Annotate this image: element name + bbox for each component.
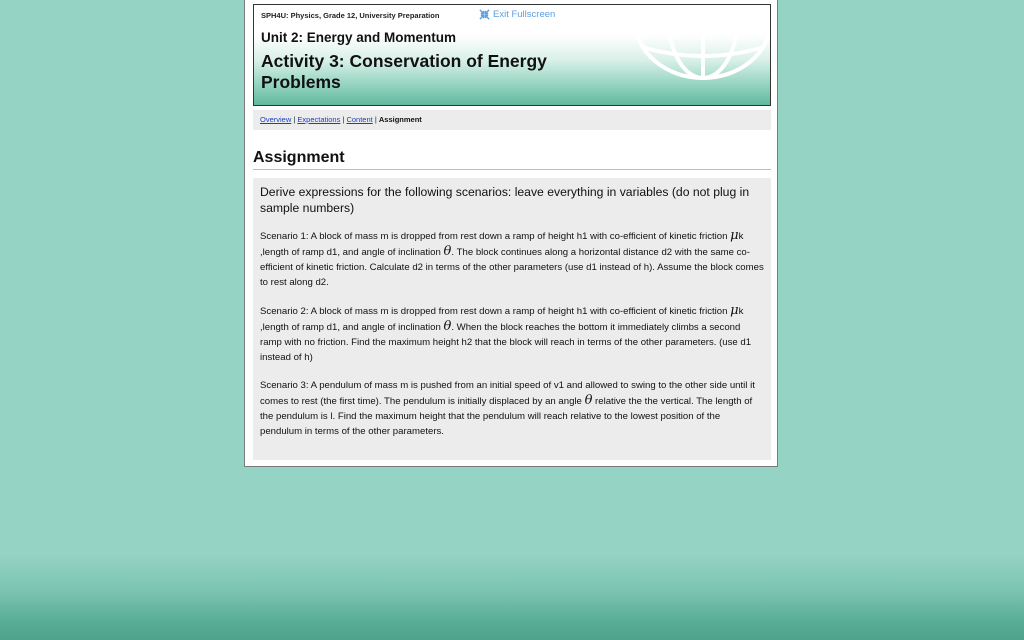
scenario-2 — [260, 303, 764, 365]
scenario-1-text-c: . The block continues along a horizontal distance d2 with the same co-efficient of kinetic friction. Calculate d2 in terms of the other parameters (use d1 instead of h). Assume the block comes to rest along d2. — [260, 247, 764, 288]
nav-link-overview[interactable]: Overview — [260, 115, 292, 124]
section-heading: Assignment — [253, 149, 771, 170]
mu-symbol: μ — [730, 303, 739, 318]
course-banner — [253, 4, 771, 106]
activity-title: Activity 3: Conservation of Energy Problems — [261, 51, 547, 92]
scenario-2-text-b: k ,length of ramp d1, and angle of inclination — [260, 306, 744, 333]
exit-fullscreen-button[interactable] — [479, 9, 555, 20]
scenario-1 — [260, 228, 764, 290]
assignment-box — [253, 178, 771, 460]
exit-fullscreen-label: Exit Fullscreen — [493, 9, 556, 20]
nav-separator: | — [372, 115, 379, 124]
theta-symbol: θ — [584, 393, 593, 408]
content-page — [244, 0, 778, 467]
scenario-3-text-a: Scenario 3: A pendulum of mass m is pushed from an initial speed of v1 and allowed to swing to the other side until it comes to rest (the first time). The pendulum is initially displaced by an angle — [260, 380, 755, 407]
nav-current-assignment: Assignment — [378, 115, 422, 124]
course-title: SPH4U: Physics, Grade 12, University Preparation — [261, 11, 440, 20]
mu-symbol: μ — [730, 228, 739, 243]
theta-symbol: θ — [443, 244, 452, 259]
scenario-1-text-b: k ,length of ramp d1, and angle of inclination — [260, 231, 744, 258]
nav-link-expectations[interactable]: Expectations — [297, 115, 341, 124]
nav-separator: | — [291, 115, 298, 124]
scenario-2-text-a: Scenario 2: A block of mass m is dropped from rest down a ramp of height h1 with co-efficient of kinetic friction — [260, 306, 731, 317]
theta-symbol: θ — [443, 319, 452, 334]
globe-icon — [628, 4, 771, 80]
scenario-3 — [260, 378, 764, 439]
nav-separator: | — [340, 115, 347, 124]
nav-link-content[interactable]: Content — [346, 115, 373, 124]
scenario-3-text-b: relative the the vertical. The length of the pendulum is l. Find the maximum height that the pendulum will reach relative to the lowest position of the pendulum in terms of the other parameters. — [260, 396, 753, 437]
exit-fullscreen-icon — [479, 9, 490, 20]
scenario-1-text-a: Scenario 1: A block of mass m is dropped from rest down a ramp of height h1 with co-efficient of kinetic friction — [260, 231, 731, 242]
scenario-2-text-c: . When the block reaches the bottom it immediately climbs a second ramp with no friction. Find the maximum height h2 that the block will reach in terms of the other parameters. (use d1 instead of h) — [260, 322, 752, 363]
breadcrumb-nav — [253, 110, 771, 130]
unit-title: Unit 2: Energy and Momentum — [261, 30, 457, 45]
assignment-intro: Derive expressions for the following scenarios: leave everything in variables (do not plug in sample numbers) — [260, 185, 750, 215]
